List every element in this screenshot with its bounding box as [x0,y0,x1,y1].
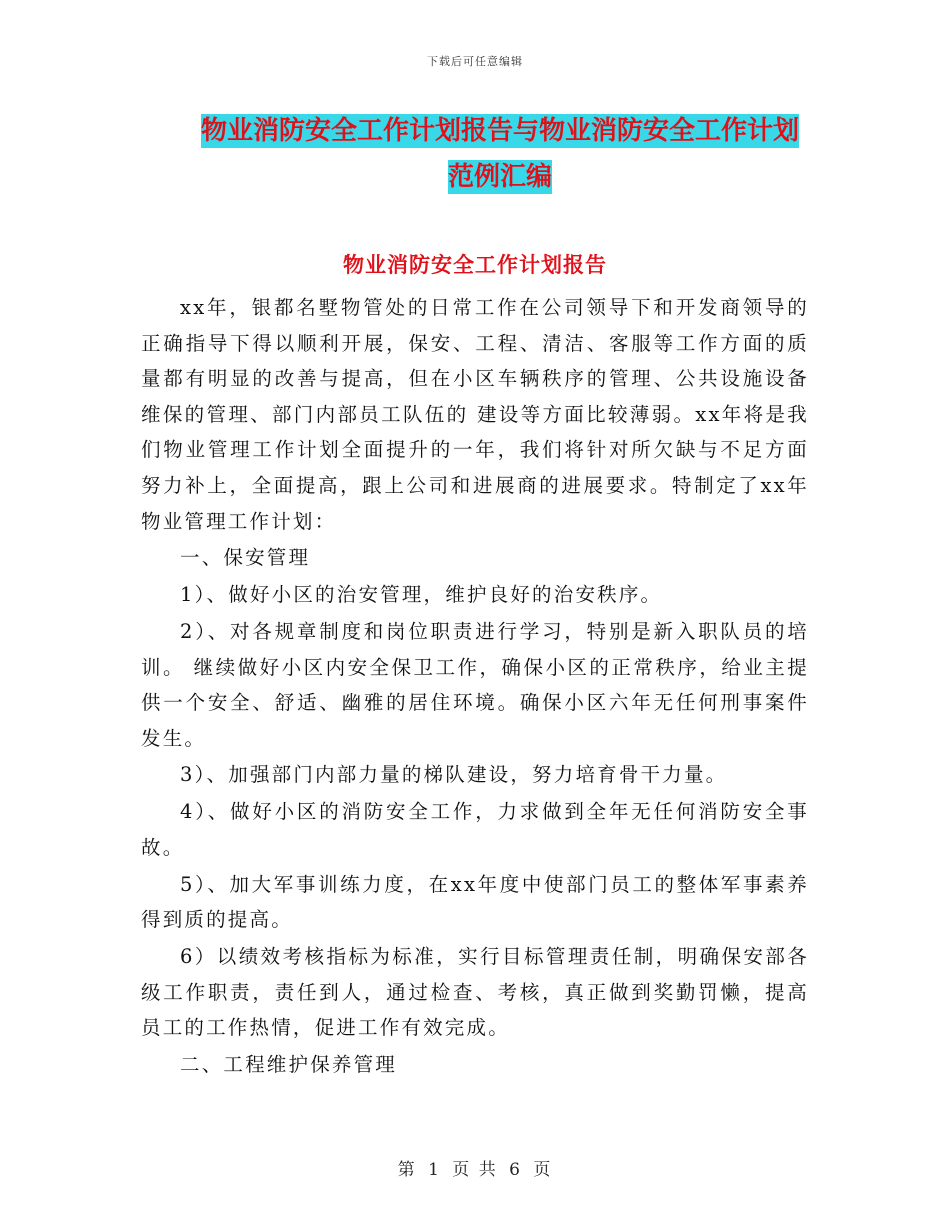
list-item: 3）、加强部门内部力量的梯队建设，努力培育骨干力量。 [180,763,728,787]
heading-security: 一、保安管理 [180,546,311,570]
page-prefix: 第 [397,1160,417,1180]
page-mid: 页 共 [452,1160,498,1180]
page-suffix: 页 [533,1160,553,1180]
section-title: 物业消防安全工作计划报告 [343,252,607,277]
title-line-1: 物业消防安全工作计划报告与物业消防安全工作计划 [200,116,799,146]
list-item: 6）以绩效考核指标为标准，实行目标管理责任制，明确保安部各级工作职责，责任到人，通过检查、考核，真正做到奖勤罚懒，提高员工的工作热情，促进工作有效完成。 [141,945,809,1040]
document-body [141,290,809,1084]
list-item: 1）、做好小区的治安管理，维护良好的治安秩序。 [180,583,663,607]
list-item: 2）、对各规章制度和岗位职责进行学习，特别是新入职队员的培训。 继续做好小区内安全保卫工作，确保小区的正常秩序，给业主提供一个安全、舒适、幽雅的居住环境。确保小区六年无任何刑事案件发生。 [141,619,809,750]
page-footer [0,1155,950,1180]
list-item: 4）、做好小区的消防安全工作，力求做到全年无任何消防安全事故。 [141,800,809,859]
list-item: 5）、加大军事训练力度，在xx年度中使部门员工的整体军事素养得到质的提高。 [141,872,809,932]
title-line-2: 范例汇编 [447,162,552,192]
document-title [140,108,860,200]
paragraph-intro: xx年，银都名墅物管处的日常工作在公司领导下和开发商领导的正确指导下得以顺利开展，保安、工程、清洁、客服等工作方面的质量都有明显的改善与提高，但在小区车辆秩序的管理、公共设施设备维保的管理、部门内部员工队伍的 建设等方面比较薄弱。xx年将是我们物业管理工作计划全面提升的一年，我们将针对所欠缺与不足方面努力补上，全面提高，跟上公司和进展商的进展要求。特制定了xx年物业管理工作计划： [141,296,809,533]
page-current: 1 [428,1160,441,1180]
heading-engineering: 二、工程维护保养管理 [180,1052,398,1076]
header-note: 下载后可任意编辑 [427,55,523,68]
page-total: 6 [509,1160,522,1180]
